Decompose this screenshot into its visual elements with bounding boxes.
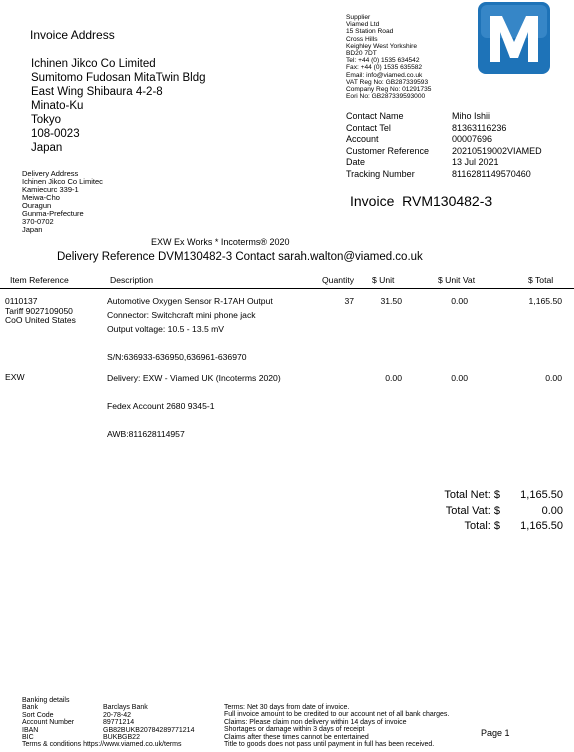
delivery-address-line: Meiwa-Cho xyxy=(22,193,60,202)
delivery-address-line: Kamiecurc 339-1 xyxy=(22,185,79,194)
contact-value: 20210519002VIAMED xyxy=(452,145,542,156)
desc-line: Delivery: EXW - Viamed UK (Incoterms 2020) xyxy=(107,373,281,383)
contact-row xyxy=(346,169,542,181)
item-quantity: 37 xyxy=(344,296,354,306)
invoice-address-line: Tokyo xyxy=(31,114,62,126)
invoice-address-title: Invoice Address xyxy=(30,28,115,42)
supplier-line: Fax: +44 (0) 1535 635582 xyxy=(346,64,423,72)
total-value: 1,165.50 xyxy=(520,520,563,532)
contact-details xyxy=(346,111,542,181)
contact-row xyxy=(346,111,542,123)
payment-terms xyxy=(224,704,449,748)
contact-value: 8116281149570460 xyxy=(452,168,531,179)
incoterms-line: EXW Ex Works * Incoterms® 2020 xyxy=(151,237,290,247)
totals xyxy=(400,489,563,536)
item-total: 0.00 xyxy=(545,373,562,383)
desc-line xyxy=(107,338,273,352)
supplier-line: BD20 7DT xyxy=(346,50,377,58)
item-description xyxy=(107,296,273,366)
header-divider xyxy=(0,288,574,289)
invoice-address-line: Japan xyxy=(31,142,63,154)
invoice-title: Invoice RVM130482-3 xyxy=(350,193,493,209)
banking-key: Account Number xyxy=(22,719,75,727)
header-unit: $ Unit xyxy=(372,275,395,285)
desc-line: Connector: Switchcraft mini phone jack xyxy=(107,310,256,320)
item-reference xyxy=(5,297,76,326)
desc-line: S/N:636933-636950,636961-636970 xyxy=(107,352,247,362)
desc-line: Fedex Account 2680 9345-1 xyxy=(107,401,215,411)
supplier-line: VAT Reg No: GB287339593 xyxy=(346,78,429,86)
supplier-line: Cross Hills xyxy=(346,35,378,43)
contact-key: Account xyxy=(346,134,379,145)
item-unit-price: 0.00 xyxy=(385,373,402,383)
page-number: Page 1 xyxy=(481,728,510,738)
contact-row xyxy=(346,134,542,146)
delivery-address-line: Delivery Address xyxy=(22,169,79,178)
supplier-line: 15 Station Road xyxy=(346,28,394,36)
supplier-line: Company Reg No: 01291735 xyxy=(346,86,432,94)
contact-value: 00007696 xyxy=(452,134,493,145)
delivery-address-line: Ouragun xyxy=(22,201,52,210)
banking-value: 20-78-42 xyxy=(103,711,132,719)
invoice-address-line: East Wing Shibaura 4-2-8 xyxy=(31,86,163,98)
item-tariff: Tariff 9027109050 xyxy=(5,305,73,316)
item-unit-vat: 0.00 xyxy=(451,373,468,383)
total-net-value: 1,165.50 xyxy=(520,489,563,501)
item-code: 0110137 xyxy=(5,296,38,306)
banking-key: IBAN xyxy=(22,726,39,734)
contact-value: 13 Jul 2021 xyxy=(452,157,499,168)
delivery-reference: Delivery Reference DVM130482-3 Contact sarah.walton@viamed.co.uk xyxy=(57,251,423,263)
item-total: 1,165.50 xyxy=(528,296,562,306)
contact-value: Miho Ishii xyxy=(452,111,491,121)
contact-key: Date xyxy=(346,157,366,168)
totals-row xyxy=(400,505,563,521)
terms-line: Terms: Net 30 days from date of invoice. xyxy=(224,704,350,711)
supplier-line: Email: info@viamed.co.uk xyxy=(346,71,423,79)
delivery-address-line: Gunma-Prefecture xyxy=(22,209,84,218)
banking-title: Banking details xyxy=(22,697,70,704)
totals-row xyxy=(400,489,563,505)
totals-row xyxy=(400,520,563,536)
header-description: Description xyxy=(110,275,153,285)
supplier-line: Keighley West Yorkshire xyxy=(346,42,417,50)
invoice-address-line: Ichinen Jikco Co Limited xyxy=(31,58,156,70)
banking-value: GB82BUKB20784289771214 xyxy=(103,726,195,734)
delivery-address-line: 370-0702 xyxy=(22,217,54,226)
invoice-address-line: Minato-Ku xyxy=(31,100,84,112)
item-unit-price: 31.50 xyxy=(380,296,402,306)
item-description xyxy=(107,373,281,443)
banking-details xyxy=(22,697,194,749)
contact-row xyxy=(346,157,542,169)
banking-value: Barclays Bank xyxy=(103,704,148,712)
banking-key: BIC xyxy=(22,734,34,742)
item-reference: EXW xyxy=(5,372,25,382)
contact-key: Contact Tel xyxy=(346,122,391,133)
item-unit-vat: 0.00 xyxy=(451,296,468,306)
desc-line: Automotive Oxygen Sensor R-17AH Output xyxy=(107,296,273,306)
supplier-line: Tel: +44 (0) 1535 634542 xyxy=(346,57,420,65)
total-vat-label: Total Vat: $ xyxy=(445,504,500,517)
terms-line: Claims: Please claim non delivery within 14 days of invoice xyxy=(224,718,407,726)
terms-line: Shortages or damage within 3 days of receipt xyxy=(224,726,365,734)
terms-line: Claims after these times cannot be entertained xyxy=(224,733,369,741)
desc-line: Output voltage: 10.5 - 13.5 mV xyxy=(107,324,225,334)
supplier-line: Supplier xyxy=(346,14,371,21)
total-label: Total: $ xyxy=(464,520,500,532)
delivery-address-line: Ichinen Jikco Co Limitec xyxy=(22,177,103,186)
banking-value: BUKBGB22 xyxy=(103,734,140,742)
invoice-address-line: Sumitomo Fudosan MitaTwin Bldg xyxy=(31,72,206,84)
company-logo xyxy=(478,2,550,74)
supplier-line: Viamed Ltd xyxy=(346,21,380,29)
delivery-address xyxy=(22,170,103,234)
contact-row xyxy=(346,146,542,158)
delivery-address-line: Japan xyxy=(22,225,43,234)
invoice-address xyxy=(31,57,206,155)
contact-row xyxy=(346,123,542,135)
desc-line xyxy=(107,387,281,401)
contact-key: Contact Name xyxy=(346,111,404,121)
total-vat-value: 0.00 xyxy=(541,504,563,517)
header-item-reference: Item Reference xyxy=(10,275,69,285)
terms-line: Title to goods does not pass until payment in full has been received. xyxy=(224,741,435,749)
banking-key: Bank xyxy=(22,704,38,712)
item-origin: CoO United States xyxy=(5,315,76,325)
supplier-line: Eori No: GB287339593000 xyxy=(346,93,426,101)
contact-key: Tracking Number xyxy=(346,168,415,179)
terms-line: Full invoice amount to be credited to our account net of all bank charges. xyxy=(224,711,450,719)
desc-line: AWB:811628114957 xyxy=(107,429,185,439)
banking-value: 89771214 xyxy=(103,719,135,727)
header-unit-vat: $ Unit Vat xyxy=(438,275,476,285)
invoice-address-line: 108-0023 xyxy=(31,128,80,140)
contact-key: Customer Reference xyxy=(346,145,430,156)
supplier-block xyxy=(346,14,431,100)
desc-line xyxy=(107,415,281,429)
contact-value: 81363116236 xyxy=(452,122,507,133)
header-total: $ Total xyxy=(528,275,554,285)
total-net-label: Total Net: $ xyxy=(444,489,500,501)
banking-key: Sort Code xyxy=(22,711,54,719)
header-quantity: Quantity xyxy=(322,275,355,285)
terms-link[interactable]: Terms & conditions https://www.viamed.co.uk/terms xyxy=(22,741,182,749)
